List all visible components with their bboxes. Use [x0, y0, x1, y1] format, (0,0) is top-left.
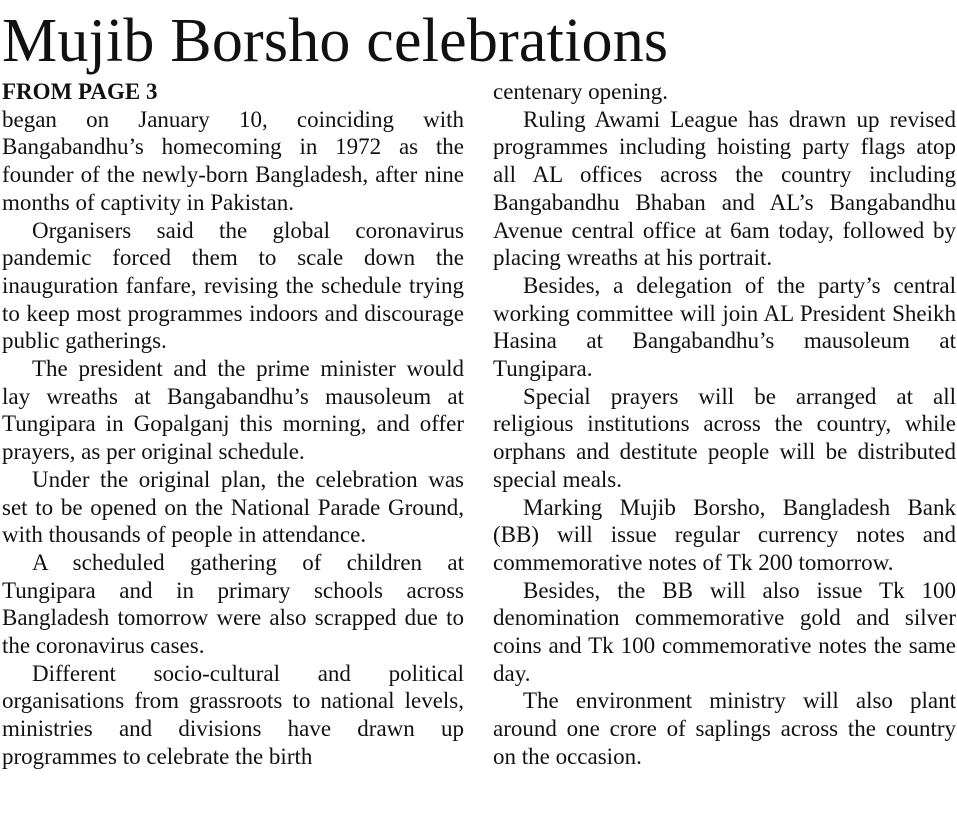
paragraph: Organisers said the global coronavirus pandemic forced them to scale down the inauguration fanfare, revising the schedule trying to keep most programmes indoors and discourage public gatherings.	[2, 217, 464, 354]
paragraph: Under the original plan, the celebration was set to be opened on the National Parade Ground, with thousands of people in attendance.	[2, 466, 464, 548]
paragraph: Ruling Awami League has drawn up revised programmes including hoisting party flags atop all AL offices across the country including Bangabandhu Bhaban and AL’s Bangabandhu Avenue central office at 6am today, followed by placing wreaths at his portrait.	[493, 106, 956, 271]
paragraph: began on January 10, coinciding with Bangabandhu’s homecoming in 1972 as the founder of the newly-born Bangladesh, after nine months of captivity in Pakistan.	[2, 106, 464, 215]
paragraph: Special prayers will be arranged at all religious institutions across the country, while orphans and destitute people will be distributed special meals.	[493, 383, 956, 492]
paragraph: Besides, a delegation of the party’s central working committee will join AL President Sheikh Hasina at Bangabandhu’s mausoleum at Tungipara.	[493, 272, 956, 382]
paragraph: centenary opening.	[493, 79, 668, 104]
paragraph: Marking Mujib Borsho, Bangladesh Bank (BB) will issue regular currency notes and commemorative notes of Tk 200 tomorrow.	[493, 494, 956, 575]
article-column-left	[2, 78, 464, 771]
paragraph: Besides, the BB will also issue Tk 100 denomination commemorative gold and silver coins and Tk 100 commemorative notes the same day.	[493, 577, 956, 686]
paragraph: The environment ministry will also plant around one crore of saplings across the country on the occasion.	[493, 688, 956, 769]
headline: Mujib Borsho celebrations	[2, 7, 669, 75]
paragraph: Different socio-cultural and political organisations from grassroots to national levels, ministries and divisions have drawn up programmes to celebrate the birth	[2, 660, 464, 769]
paragraph: The president and the prime minister would lay wreaths at Bangabandhu’s mausoleum at Tungipara in Gopalganj this morning, and offer prayers, as per original schedule.	[2, 356, 464, 465]
continuation-kicker: FROM PAGE 3	[2, 79, 158, 104]
article-column-right	[493, 78, 956, 771]
paragraph: A scheduled gathering of children at Tungipara and in primary schools across Bangladesh tomorrow were also scrapped due to the coronavirus cases.	[2, 549, 464, 659]
